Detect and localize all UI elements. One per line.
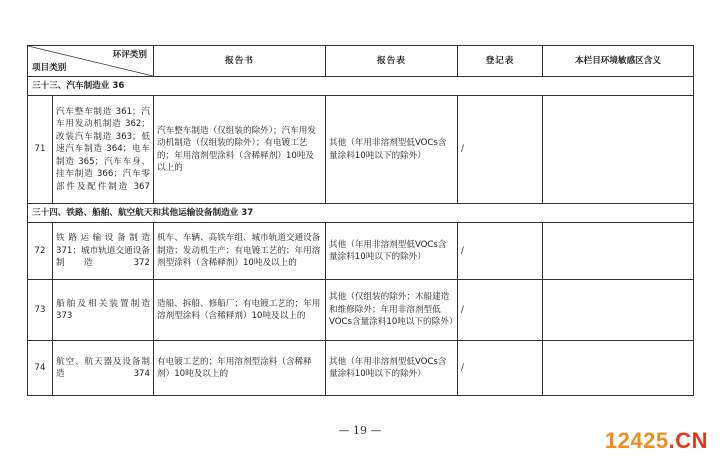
header-corner-bottom: 项目类别 — [32, 62, 67, 73]
row-registration: / — [458, 96, 543, 204]
row-registration: / — [458, 341, 543, 396]
row-report-book: 有电镀工艺的；年用溶剂型涂料（含稀释剂）10吨及以上的 — [154, 341, 326, 396]
watermark-number: 12425 — [604, 428, 669, 453]
row-registration: / — [458, 223, 543, 280]
section-title: 三十四、铁路、船舶、航空航天和其他运输设备制造业 37 — [28, 204, 694, 223]
row-number: 71 — [28, 96, 53, 204]
header-registration: 登记表 — [458, 46, 543, 77]
watermark-domain: .CN — [668, 428, 708, 453]
row-category: 铁路运输设备制造 371；城市轨道交通设备制造 372 — [53, 223, 154, 280]
section-title: 三十三、汽车制造业 36 — [28, 77, 694, 96]
table-row — [28, 341, 694, 396]
row-number: 72 — [28, 223, 53, 280]
classification-table — [27, 45, 694, 396]
page-number: — 19 — — [338, 424, 382, 437]
row-report-book: 汽车整车制造（仅组装的除外）；汽车用发动机制造（仅组装的除外）；有电镀工艺的；年用溶剂型涂料（含稀释剂）10吨及以上的 — [154, 96, 326, 204]
row-report-form: 其他（年用非溶剂型低VOCs含量涂料10吨以下的除外） — [326, 223, 458, 280]
header-row — [28, 46, 694, 77]
row-number: 73 — [28, 280, 53, 341]
table-row — [28, 223, 694, 280]
row-report-form: 其他（年用非溶剂型低VOCs含量涂料10吨以下的除外） — [326, 96, 458, 204]
row-registration: / — [458, 280, 543, 341]
header-sensitive-area: 本栏目环境敏感区含义 — [543, 46, 694, 77]
row-report-book: 机车、车辆、高铁车组、城市轨道交通设备制造；发动机生产；有电镀工艺的；年用溶剂型涂料（含稀释剂）10吨及以上的 — [154, 223, 326, 280]
row-category: 航空、航天器及设备制造 374 — [53, 341, 154, 396]
row-sensitive — [543, 96, 694, 204]
row-report-form: 其他（年用非溶剂型低VOCs含量涂料10吨以下的除外） — [326, 341, 458, 396]
row-report-book: 造船、拆船、修船厂；有电镀工艺的；年用溶剂型涂料（含稀释剂）10吨及以上的 — [154, 280, 326, 341]
header-report-form: 报告表 — [326, 46, 458, 77]
table-row — [28, 280, 694, 341]
site-watermark-logo — [605, 428, 708, 454]
row-category: 汽车整车制造 361；汽车用发动机制造 362；改装汽车制造 363；低速汽车制造 364；电车制造 365；汽车车身、挂车制造 366；汽车零部件及配件制造 367 — [53, 96, 154, 204]
section-header-row — [28, 77, 694, 96]
header-diagonal-cell — [28, 46, 154, 77]
row-number: 74 — [28, 341, 53, 396]
table-row — [28, 96, 694, 204]
row-sensitive — [543, 280, 694, 341]
section-header-row — [28, 204, 694, 223]
row-report-form: 其他（仅组装的除外；木船建造和维修除外；年用非溶剂型低VOCs含量涂料10吨以下的除外） — [326, 280, 458, 341]
row-category: 船舶及相关装置制造 373 — [53, 280, 154, 341]
header-corner-top: 环评类别 — [112, 50, 147, 60]
row-sensitive — [543, 341, 694, 396]
header-report-book: 报告书 — [154, 46, 326, 77]
row-sensitive — [543, 223, 694, 280]
classification-table-container — [27, 45, 693, 396]
